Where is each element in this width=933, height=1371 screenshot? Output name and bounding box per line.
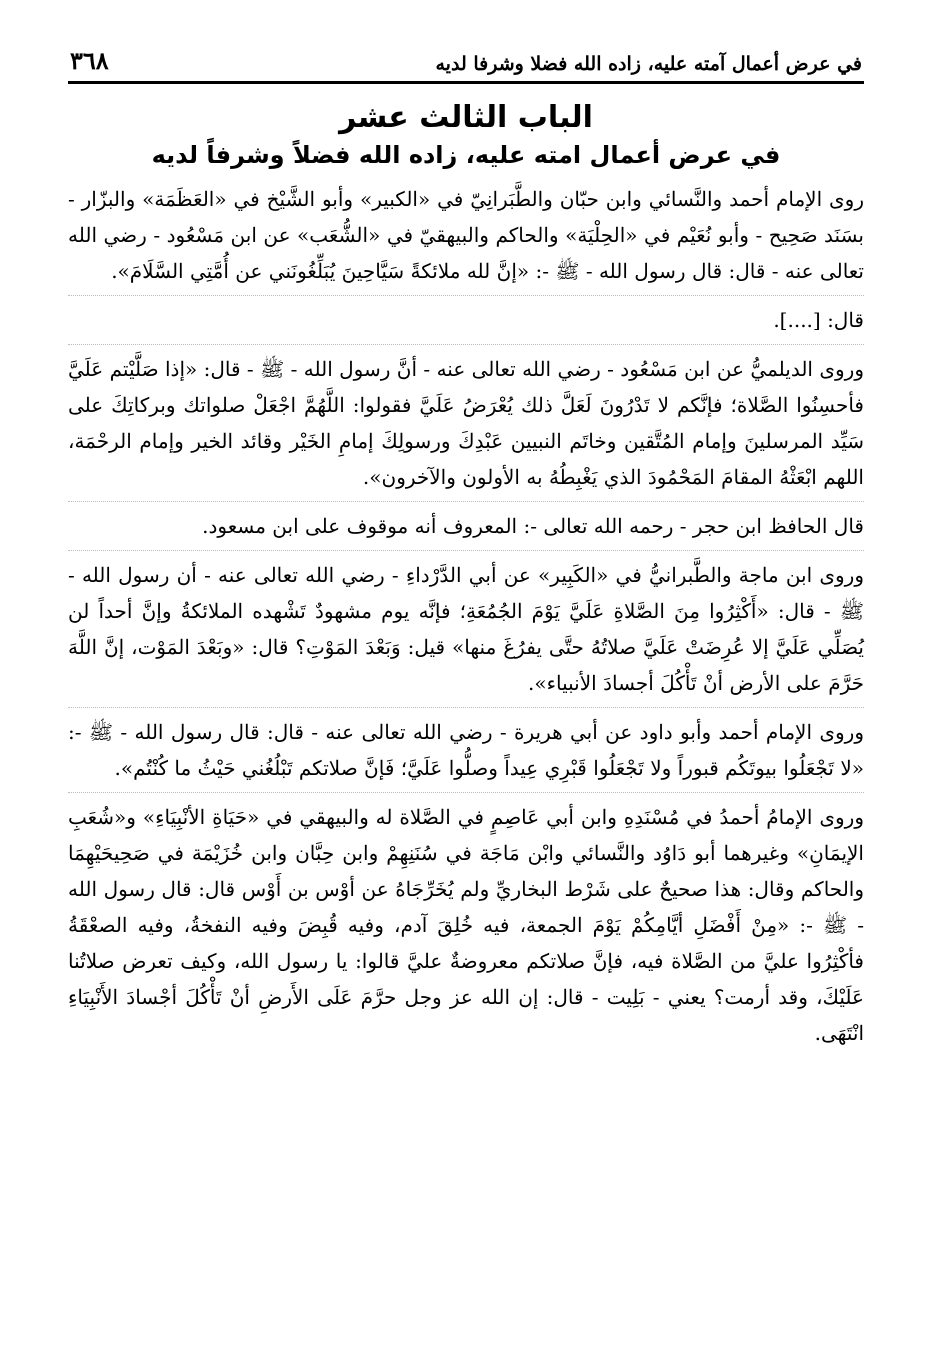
page-number: ٣٦٨ <box>70 46 109 75</box>
chapter-title: الباب الثالث عشر <box>339 100 593 135</box>
running-header <box>68 44 864 84</box>
book-page <box>68 44 864 1334</box>
paragraph-1: روى الإمام أحمد والنَّسائي وابن حبّان والطَّبَرانِيّ في «الكبير» وأبو الشَّيْخ في «العَظَمَة» والبزّار - بسَنَد صَحِيح - وأبو نُعَيْم في «الحِلْيَة» والحاكم والبيهقيّ في «الشُّعَب» عن ابن مَسْعُود - رضي الله تعالى عنه - قال: قال رسول الله - ﷺ -: «إنَّ لله ملائكةً سَيَّاحِينَ يُبَلِّغُونَني عن أُمَّتِي السَّلَامَ». <box>68 181 864 296</box>
paragraph-7: وروى الإمامُ أحمدُ في مُسْنَدِهِ وابن أبي عَاصِمٍ في الصَّلاة له والبيهقي في «حَيَاةِ الأنْبِيَاءِ» و«شُعَبِ الإيمَانِ» وغيرهما أبو دَاوُد والنَّسائي وابْن مَاجَة في سُنَنِهِمْ وابن حِبَّان وابن خُزَيْمَة في صَحِيحَيْهِمَا والحاكم وقال: هذا صحيحٌ على شَرْط البخاريِّ ولم يُخَرِّجَاهُ عن أوْس بن أَوْس قال: قال رسول الله - ﷺ -: «مِنْ أَفْضَلِ أيَّامِكُمْ يَوْمَ الجمعة، فيه خُلِقَ آدم، وفيه قُبِضَ وفيه النفخةُ، وفيه الصعْقَةُ فأكْثِرُوا عليَّ من الصَّلاة فيه، فإنَّ صلاتكم معروضةٌ عليَّ قالوا: يا رسول الله، وكيف تعرض صلاتُنا عَلَيْكَ، وقد أرمت؟ يعني - بَلِيت - قال: إن الله عز وجل حرَّمَ عَلَى الأَرضِ أنْ تَأْكُلَ أجْسادَ الأَنْبِيَاءِ انْتَهَى. <box>68 805 864 1045</box>
paragraph-4: قال الحافظ ابن حجر - رحمه الله تعالى -: المعروف أنه موقوف على ابن مسعود. <box>68 508 864 551</box>
paragraph-3: وروى الديلميُّ عن ابن مَسْعُود - رضي الله تعالى عنه - أنَّ رسول الله - ﷺ - قال: «إذا صَلَّيْتم عَلَيَّ فأحسِنُوا الصَّلاة؛ فإنَّكم لا تَدْرُونَ لَعَلَّ ذلك يُعْرَضُ عَلَيَّ فقولوا: اللَّهُمَّ اجْعَلْ صلواتك وبركاتِكَ على سَيِّد المرسلينَ وإمام المُتَّقين وخاتَم النبيين عَبْدِكَ ورسولِكَ إمامِ الخَيْر وقائد الخير وإمام الرحْمَة، اللهم ابْعَثْهُ المقامَ المَحْمُودَ الذي يَغْبِطُهُ به الأولون والآخرون». <box>68 351 864 502</box>
chapter-subtitle: في عرض أعمال امته عليه، زاده الله فضلاً وشرفاً لديه <box>151 141 781 169</box>
paragraph-2: قال: [....]. <box>68 302 864 345</box>
running-title: في عرض أعمال آمته عليه، زاده الله فضلا وشرفا لديه <box>435 53 862 75</box>
paragraph-5: وروى ابن ماجة والطَّبرانيُّ في «الكَبِير» عن أبي الدَّرْداءِ - رضي الله تعالى عنه - أن رسول الله - ﷺ - قال: «أَكْثِرُوا مِنَ الصَّلاةِ عَلَيَّ يَوْمَ الجُمُعَةِ؛ فإنَّه يوم مشهودٌ تَشْهده الملائكةُ وإنَّ أحداً لن يُصَلِّي عَلَيَّ إلا عُرِضَتْ عَلَيَّ صلاتُهُ حتَّى يفرُغَ منها» قيل: وَبَعْدَ المَوْتِ؟ قال: «وبَعْدَ المَوْت، إنَّ اللَّهَ حَرَّمَ على الأرض أنْ تَأْكُلَ أجسادَ الأنبياء». <box>68 557 864 708</box>
paragraph-6: وروى الإمام أحمد وأبو داود عن أبي هريرة - رضي الله تعالى عنه - قال: قال رسول الله - ﷺ -: «لا تَجْعَلُوا بيوتَكُم قبوراً ولا تَجْعَلُوا قَبْرِي عِيداً وصلُّوا عَلَيَّ؛ فَإنَّ صلاتكم تَبْلُغُني حَيْثُ ما كُنْتُم». <box>68 714 864 793</box>
